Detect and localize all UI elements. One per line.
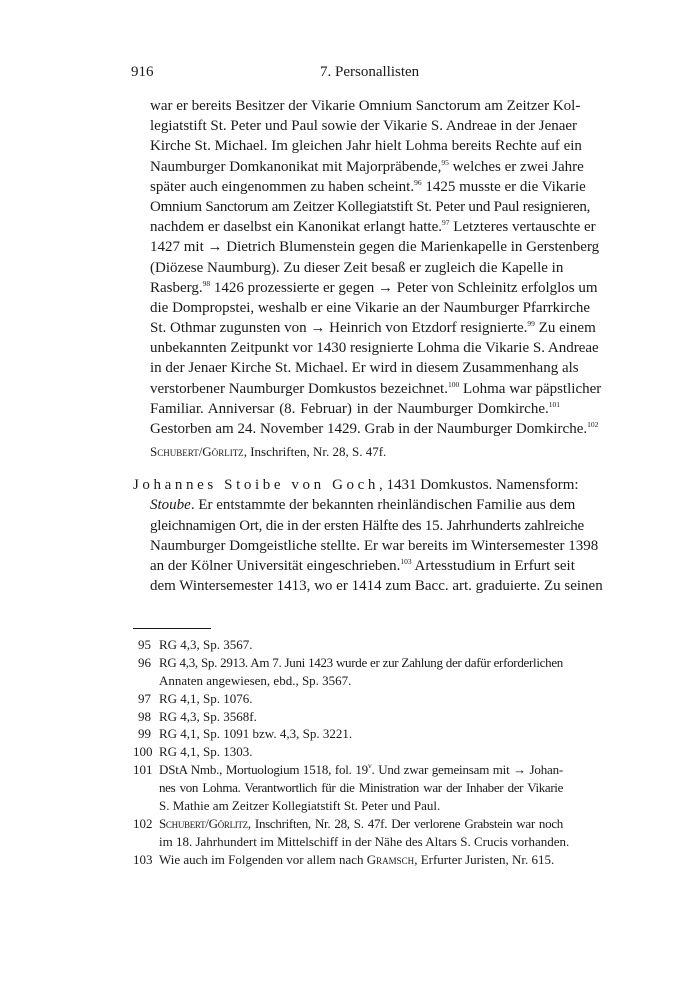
running-header: 7. Personallisten	[320, 64, 420, 80]
text-line: in der Jenaer Kirche St. Michael. Er wird in diesem Zusammenhang als	[150, 360, 579, 377]
footnote: 102 Schubert/Görlitz, Inschriften, Nr. 28, S. 47f. Der verlorene Grabstein war noch	[133, 815, 563, 831]
text-line: Gestorben am 24. November 1429. Grab in der Naumburger Domkirche.$^{102}$	[150, 420, 599, 437]
footnote: 95 RG 4,3, Sp. 3567.	[138, 637, 253, 652]
text-line: legiatstift St. Peter und Paul sowie der Vikarie S. Andreae in der Jenaer	[150, 118, 578, 135]
footnote: 103 Wie auch im Folgenden vor allem nach Gramsch, Erfurter Juristen, Nr. 615.	[133, 851, 555, 867]
entry-lohma	[133, 96, 602, 463]
entry-stoibe	[133, 475, 603, 596]
footnote: 96 RG 4,3, Sp. 2913. Am 7. Juni 1423 wurde er zur Zahlung der dafür erforderlichen	[138, 654, 563, 670]
footnotes	[133, 636, 570, 869]
text-line: war er bereits Besitzer der Vikarie Omnium Sanctorum am Zeitzer Kol-	[150, 98, 581, 114]
text-line: verstorbener Naumburger Domkustos bezeichnet.$^{100}$ Lohma war päpstlicher	[150, 379, 602, 397]
footnote: 101 DStA Nmb., Mortuologium 1518, fol. 19$^v$. Und zwar gemeinsam mit → Johan-	[133, 761, 564, 778]
text-line: dem Wintersemester 1413, wo er 1414 zum Bacc. art. graduierte. Zu seinen	[150, 578, 603, 595]
main-text	[133, 96, 603, 596]
footnote: 98 RG 4,3, Sp. 3568f.	[138, 708, 257, 724]
source-citation: Schubert/Görlitz, Inschriften, Nr. 28, S. 47f.	[150, 444, 387, 460]
text-line: Rasberg.$^{98}$ 1426 prozessierte er gegen → Peter von Schleinitz erfolglos um	[150, 278, 598, 296]
footnote-ref[interactable]: 100	[447, 379, 460, 389]
footnote-continuation: S. Mathie am Zeitzer Kollegiatstift St. Peter und Paul.	[159, 798, 441, 814]
text-line: Johannes Stoibe von Goch, 1431 Domkustos. Namensform:	[133, 477, 579, 494]
footnote-ref[interactable]: 102	[587, 420, 599, 429]
footnote-continuation: nes von Lohma. Verantwortlich für die Ministration war der Inhaber der Vikarie	[159, 780, 563, 796]
text-line: Stoube. Er entstammte der bekannten rheinländischen Familie aus dem	[150, 497, 576, 514]
text-line: Kirche St. Michael. Im gleichen Jahr hielt Lohma bereits Rechte auf ein	[150, 138, 582, 155]
footnote-ref[interactable]: 95	[441, 157, 449, 167]
text-line: später auch eingenommen zu haben scheint.$^{96}$ 1425 musste er die Vikarie	[150, 177, 586, 195]
footnote-ref[interactable]: 99	[527, 319, 535, 329]
text-line: 1427 mit → Dietrich Blumenstein gegen die Marienkapelle in Gerstenberg	[150, 239, 600, 256]
footnote-ref[interactable]: 98	[202, 278, 211, 288]
text-line: die Dompropstei, weshalb er eine Vikarie an der Naumburger Pfarrkirche	[150, 299, 591, 316]
text-line: Familiar. Anniversar (8. Februar) in der Naumburger Domkirche.$^{101}$	[150, 399, 560, 417]
footnote: 99 RG 4,1, Sp. 1091 bzw. 4,3, Sp. 3221.	[138, 726, 353, 742]
footnote-ref[interactable]: 97	[441, 218, 450, 228]
text-line: unbekannten Zeitpunkt vor 1430 resignierte Lohma die Vikarie S. Andreae	[150, 340, 599, 357]
footnote: 97 RG 4,1, Sp. 1076.	[138, 690, 253, 706]
page-number: 916	[131, 64, 154, 80]
footnote-rule	[133, 628, 211, 629]
text-line: an der Kölner Universität eingeschrieben.$^{103}$ Artesstudium in Erfurt seit	[150, 556, 575, 574]
footnote-ref[interactable]: 101	[548, 399, 560, 409]
text-line: Omnium Sanctorum am Zeitzer Kollegiatstift St. Peter und Paul resignieren,	[150, 198, 591, 215]
entry-separator	[133, 463, 560, 475]
text-line: St. Othmar zugunsten von → Heinrich von Etzdorf resignierte.$^{99}$ Zu einem	[150, 319, 596, 337]
text-line: Naumburger Domkanonikat mit Majorpräbende,$^{95}$ welches er zwei Jahre	[150, 157, 584, 175]
footnote-ref[interactable]: 103	[400, 556, 412, 566]
text-line: nachdem er daselbst ein Kanonikat erlangt hatte.$^{97}$ Letzteres vertauschte er	[150, 218, 596, 236]
footnote-continuation: Annaten angewiesen, ebd., Sp. 3567.	[159, 672, 352, 688]
footnote-ref[interactable]: 96	[414, 177, 422, 187]
text-line: Naumburger Domgeistliche stellte. Er war bereits im Wintersemester 1398	[150, 537, 599, 554]
text-line: gleichnamigen Ort, die in der ersten Hälfte des 15. Jahrhunderts zahlreiche	[150, 517, 584, 534]
entry-name: Johannes Stoibe von Goch	[133, 477, 379, 494]
text-line: (Diözese Naumburg). Zu dieser Zeit besaß er zugleich die Kapelle in	[150, 259, 564, 276]
footnote: 100 RG 4,1, Sp. 1303.	[133, 744, 253, 760]
footnote-continuation: im 18. Jahrhundert im Mittelschiff in der Nähe des Altars S. Crucis vorhanden.	[159, 833, 570, 849]
